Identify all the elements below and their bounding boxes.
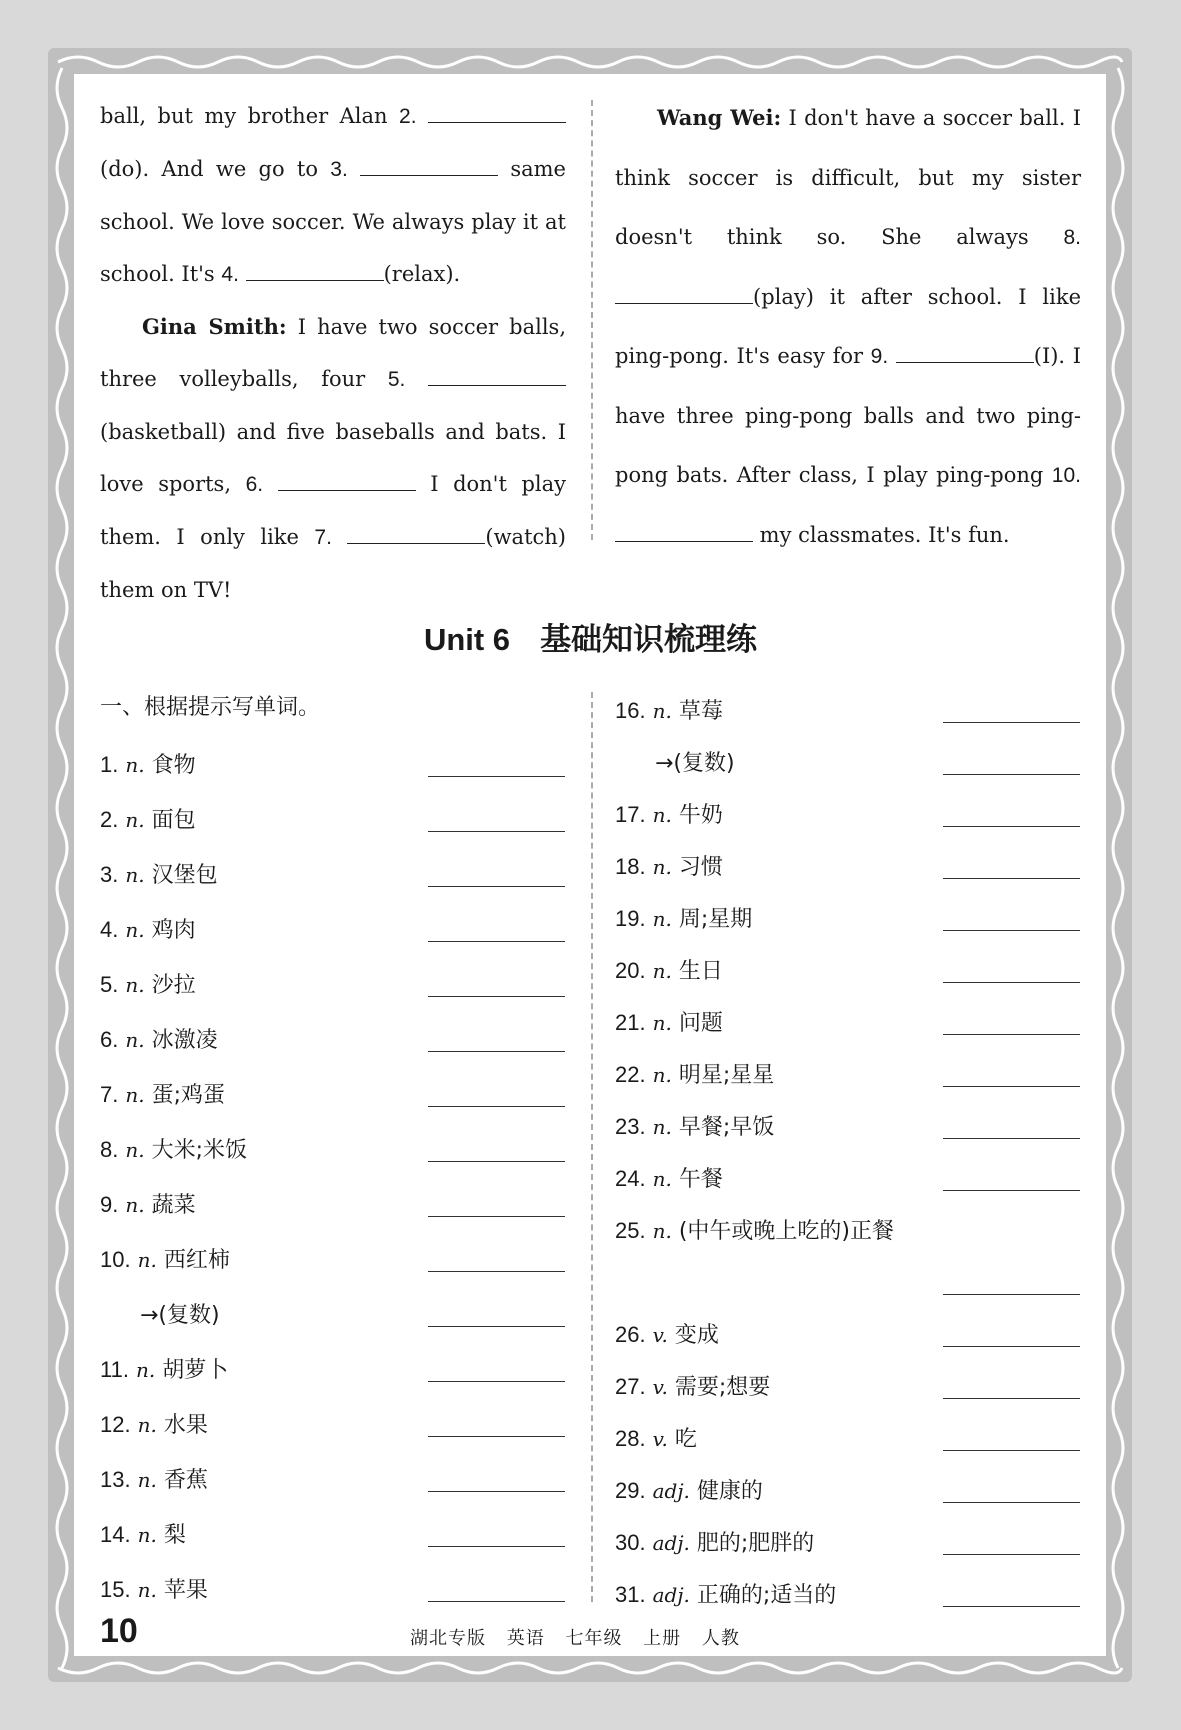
passage-text: I don't have a soccer ball. I think soccer is difficult, but my sister doesn't think so. She always — [615, 106, 1082, 249]
part-of-speech: n. — [125, 918, 145, 942]
part-of-speech: n. — [652, 1115, 672, 1139]
item-meaning: 水果 — [163, 1413, 208, 1438]
item-number: 20. — [615, 958, 646, 983]
item-number: 11. — [100, 1357, 129, 1382]
answer-line[interactable] — [943, 1606, 1080, 1607]
item-number: 16. — [615, 698, 646, 723]
part-of-speech: adj. — [652, 1531, 690, 1555]
item-number: 2. — [100, 807, 119, 832]
word-item — [615, 1526, 814, 1557]
answer-line[interactable] — [428, 1106, 565, 1107]
answer-line[interactable] — [943, 1450, 1080, 1451]
word-item — [615, 1058, 774, 1089]
item-number: 28. — [615, 1426, 646, 1451]
blank-number-9: 9. — [870, 345, 889, 368]
answer-line[interactable] — [428, 886, 565, 887]
item-number: 27. — [615, 1374, 646, 1399]
item-number: 23. — [615, 1114, 646, 1139]
part-of-speech: n. — [137, 1248, 157, 1272]
word-item — [615, 1162, 723, 1193]
word-item — [100, 858, 218, 889]
answer-line[interactable] — [943, 1034, 1080, 1035]
item-meaning: 梨 — [163, 1523, 186, 1548]
word-item — [100, 913, 196, 944]
item-meaning: 蛋;鸡蛋 — [151, 1083, 226, 1108]
item-meaning: 蔬菜 — [151, 1193, 196, 1218]
item-meaning: (中午或晚上吃的)正餐 — [678, 1219, 895, 1244]
word-item — [100, 1133, 247, 1164]
answer-line[interactable] — [943, 1346, 1080, 1347]
answer-line[interactable] — [428, 1381, 565, 1382]
blank-7[interactable] — [347, 521, 485, 544]
answer-line[interactable] — [943, 1502, 1080, 1503]
word-item — [100, 1573, 208, 1604]
item-meaning: 明星;星星 — [678, 1063, 775, 1088]
item-meaning: 正确的;适当的 — [696, 1583, 837, 1608]
passage-text: my classmates. It's fun. — [753, 522, 1010, 547]
item-meaning: →(复数) — [140, 1303, 220, 1328]
blank-number-10: 10. — [1051, 464, 1081, 487]
answer-line[interactable] — [943, 826, 1080, 827]
item-meaning: 周;星期 — [678, 907, 753, 932]
word-item — [100, 1463, 208, 1494]
word-item — [615, 1214, 894, 1245]
item-number: 31. — [615, 1582, 646, 1607]
answer-line[interactable] — [428, 1436, 565, 1437]
item-meaning: 吃 — [674, 1427, 697, 1452]
item-meaning: 牛奶 — [678, 803, 723, 828]
word-item — [100, 1353, 228, 1384]
answer-line[interactable] — [428, 1491, 565, 1492]
word-item — [100, 803, 196, 834]
word-item — [615, 954, 723, 985]
item-number: 8. — [100, 1137, 119, 1162]
footer-text: 湖北专版 英语 七年级 上册 人教 — [410, 1628, 740, 1649]
blank-number-2: 2. — [399, 105, 417, 128]
answer-line[interactable] — [943, 982, 1080, 983]
blank-10[interactable] — [615, 518, 753, 541]
blank-number-8: 8. — [1063, 226, 1081, 249]
blank-number-3: 3. — [330, 158, 348, 181]
part-of-speech: n. — [137, 1413, 157, 1437]
part-of-speech: n. — [137, 1523, 157, 1547]
item-number: 29. — [615, 1478, 646, 1503]
item-number: 18. — [615, 854, 646, 879]
answer-line[interactable] — [428, 941, 565, 942]
item-number: 22. — [615, 1062, 646, 1087]
part-of-speech: n. — [137, 1468, 157, 1492]
item-meaning: 大米;米饭 — [151, 1138, 248, 1163]
passage-right-column — [615, 88, 1081, 565]
unit-label: Unit 6 — [423, 622, 511, 657]
answer-line[interactable] — [943, 1294, 1080, 1295]
word-item — [100, 1188, 196, 1219]
part-of-speech: v. — [652, 1427, 668, 1451]
item-meaning: →(复数) — [655, 751, 735, 776]
part-of-speech: n. — [652, 699, 672, 723]
passage-text: (basketball) and five baseballs and bats. I love sports, — [100, 420, 566, 496]
passage-text: (play) it after school. I like ping-pong. It's easy for — [615, 284, 1081, 368]
part-of-speech: n. — [652, 907, 672, 931]
word-item — [615, 1422, 697, 1453]
item-meaning: 胡萝卜 — [162, 1358, 229, 1383]
part-of-speech: n. — [125, 1193, 145, 1217]
word-item — [100, 748, 196, 779]
column-divider — [591, 100, 593, 540]
passage-text: ball, but my brother Alan — [100, 104, 400, 128]
item-meaning: 西红柿 — [163, 1248, 230, 1273]
part-of-speech: n. — [652, 1219, 672, 1243]
item-meaning: 生日 — [678, 959, 723, 984]
blank-2[interactable] — [428, 100, 566, 123]
part-of-speech: n. — [125, 1028, 145, 1052]
answer-line[interactable] — [428, 1051, 565, 1052]
item-meaning: 香蕉 — [163, 1468, 208, 1493]
word-item — [615, 1578, 836, 1609]
item-number: 24. — [615, 1166, 646, 1191]
passage-text: I have two soccer balls, three volleyballs, four — [100, 315, 567, 391]
item-meaning: 鸡肉 — [151, 918, 196, 943]
answer-line[interactable] — [428, 1161, 565, 1162]
part-of-speech: n. — [125, 808, 145, 832]
item-number: 15. — [100, 1577, 131, 1602]
part-of-speech: n. — [125, 753, 145, 777]
item-meaning: 苹果 — [163, 1578, 208, 1603]
word-item — [615, 850, 723, 881]
word-item — [100, 1078, 225, 1109]
blank-6[interactable] — [278, 468, 416, 491]
item-number: 26. — [615, 1322, 646, 1347]
answer-line[interactable] — [428, 1601, 565, 1602]
part-of-speech: n. — [135, 1358, 156, 1382]
item-meaning: 冰激凌 — [151, 1028, 218, 1053]
answer-line[interactable] — [943, 1086, 1080, 1087]
item-number: 17. — [615, 802, 646, 827]
passage-text: same school. We love soccer. We always play it at school. It's — [100, 157, 566, 286]
unit-title — [0, 614, 1181, 659]
item-number: 4. — [100, 917, 119, 942]
answer-line[interactable] — [428, 1271, 565, 1272]
item-meaning: 健康的 — [696, 1479, 763, 1504]
item-meaning: 沙拉 — [151, 973, 196, 998]
item-number: 25. — [615, 1218, 646, 1243]
item-number: 13. — [100, 1467, 131, 1492]
part-of-speech: n. — [125, 1083, 145, 1107]
part-of-speech: n. — [137, 1578, 157, 1602]
passage-text: (do). And we go to — [100, 157, 331, 181]
blank-8[interactable] — [615, 280, 753, 303]
word-item — [100, 1243, 230, 1274]
answer-line[interactable] — [428, 996, 565, 997]
item-number: 12. — [100, 1412, 131, 1437]
answer-line[interactable] — [428, 1216, 565, 1217]
word-item — [615, 1006, 723, 1037]
part-of-speech: v. — [652, 1323, 668, 1347]
answer-line[interactable] — [943, 1190, 1080, 1191]
item-meaning: 需要;想要 — [674, 1375, 771, 1400]
section-heading: 一、根据提示写单词。 — [100, 695, 321, 720]
item-meaning: 早餐;早饭 — [678, 1115, 775, 1140]
blank-number-4: 4. — [221, 263, 239, 286]
speaker-gina: Gina Smith: — [142, 314, 287, 339]
word-item — [615, 798, 723, 829]
part-of-speech: n. — [652, 1011, 672, 1035]
speaker-wang-wei: Wang Wei: — [657, 105, 782, 130]
page-number: 10 — [100, 1612, 138, 1650]
part-of-speech: n. — [125, 863, 145, 887]
part-of-speech: n. — [652, 1063, 672, 1087]
item-number: 7. — [100, 1082, 119, 1107]
part-of-speech: n. — [652, 855, 672, 879]
part-of-speech: n. — [652, 1167, 672, 1191]
item-number: 1. — [100, 752, 119, 777]
item-number: 10. — [100, 1247, 131, 1272]
item-meaning: 习惯 — [678, 855, 723, 880]
part-of-speech: n. — [652, 803, 672, 827]
part-of-speech: n. — [125, 973, 145, 997]
word-item — [100, 1518, 186, 1549]
item-number: 19. — [615, 906, 646, 931]
item-meaning: 变成 — [674, 1323, 719, 1348]
word-item — [655, 746, 735, 777]
word-item — [615, 1110, 774, 1141]
part-of-speech: n. — [125, 1138, 145, 1162]
blank-number-6: 6. — [245, 473, 264, 496]
item-number: 6. — [100, 1027, 119, 1052]
answer-line[interactable] — [943, 722, 1080, 723]
word-item — [100, 1023, 218, 1054]
answer-line[interactable] — [943, 774, 1080, 775]
blank-5[interactable] — [428, 363, 566, 386]
answer-line[interactable] — [428, 776, 565, 777]
answer-line[interactable] — [943, 1554, 1080, 1555]
item-meaning: 食物 — [151, 753, 196, 778]
passage-text: I don't play them. I only like — [100, 472, 566, 549]
item-meaning: 问题 — [678, 1011, 723, 1036]
unit-heading: 基础知识梳理练 — [540, 622, 758, 658]
answer-line[interactable] — [428, 831, 565, 832]
item-number: 30. — [615, 1530, 646, 1555]
answer-line[interactable] — [428, 1546, 565, 1547]
blank-number-5: 5. — [387, 368, 406, 391]
item-number: 9. — [100, 1192, 119, 1217]
part-of-speech: n. — [652, 959, 672, 983]
blank-9[interactable] — [896, 340, 1034, 363]
answer-line[interactable] — [943, 930, 1080, 931]
item-number: 14. — [100, 1522, 131, 1547]
item-meaning: 草莓 — [678, 699, 723, 724]
paragraph-gina — [100, 301, 566, 616]
word-item — [100, 1408, 208, 1439]
answer-line[interactable] — [428, 1326, 565, 1327]
part-of-speech: adj. — [652, 1583, 690, 1607]
passage-text: (I). I have three ping-pong balls and two ping-pong bats. After class, I play ping-pong — [615, 344, 1081, 487]
item-meaning: 面包 — [151, 808, 196, 833]
item-meaning: 午餐 — [678, 1167, 723, 1192]
item-meaning: 汉堡包 — [151, 863, 218, 888]
word-item — [615, 1318, 719, 1349]
answer-line[interactable] — [943, 1398, 1080, 1399]
passage-left-column — [100, 90, 566, 616]
item-number: 5. — [100, 972, 119, 997]
item-number: 21. — [615, 1010, 646, 1035]
word-item — [615, 1370, 770, 1401]
word-item — [615, 1474, 763, 1505]
item-number: 3. — [100, 862, 119, 887]
passage-text: (relax). — [383, 262, 461, 286]
word-item — [140, 1298, 220, 1329]
word-item — [615, 694, 723, 725]
item-meaning: 肥的;肥胖的 — [696, 1531, 815, 1556]
blank-number-7: 7. — [314, 526, 332, 549]
part-of-speech: v. — [652, 1375, 668, 1399]
part-of-speech: adj. — [652, 1479, 690, 1503]
answer-line[interactable] — [943, 1138, 1080, 1139]
answer-line[interactable] — [943, 878, 1080, 879]
word-item — [615, 902, 752, 933]
blank-4[interactable] — [246, 258, 384, 281]
word-item — [100, 968, 196, 999]
passage-text: (watch) them on TV! — [100, 525, 566, 602]
blank-3[interactable] — [360, 153, 498, 176]
column-divider — [591, 692, 593, 1602]
